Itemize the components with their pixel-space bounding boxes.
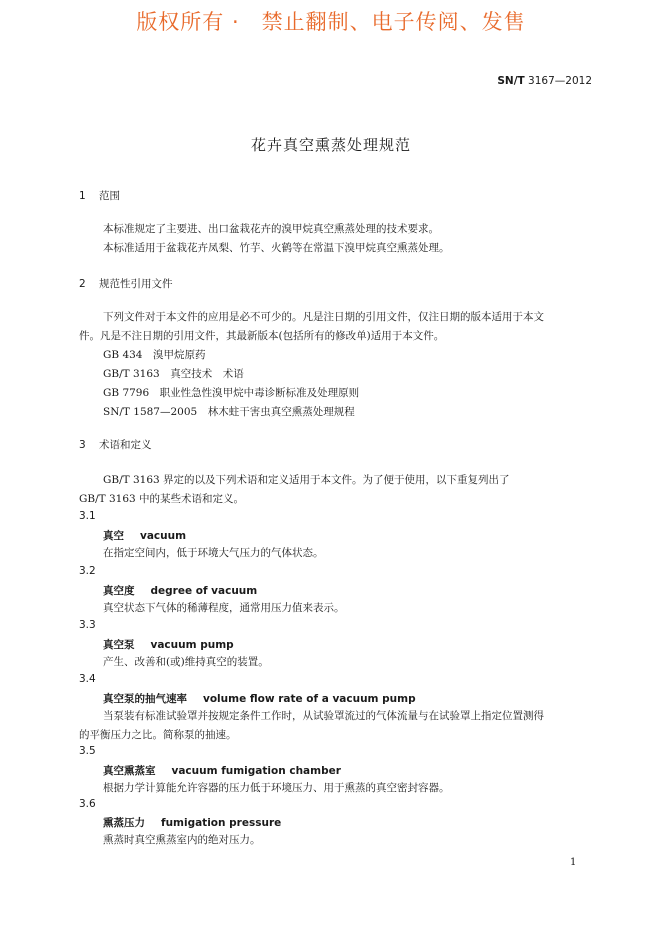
- term-heading: [103, 763, 341, 778]
- term-english: vacuum pump: [150, 639, 234, 651]
- term-english: fumigation pressure: [161, 817, 282, 829]
- term-heading: [103, 637, 234, 652]
- term-number: 3.1: [79, 510, 96, 522]
- term-definition: 根据力学计算能允许容器的压力低于环境压力、用于熏蒸的真空密封容器。: [103, 782, 450, 794]
- section-title: 范围: [99, 190, 120, 202]
- page-number: 1: [570, 857, 577, 868]
- term-chinese: 熏蒸压力: [103, 817, 145, 829]
- standard-number: [497, 75, 592, 87]
- term-definition: 在指定空间内，低于环境大气压力的气体状态。: [103, 547, 324, 559]
- references-intro-line-2: 件。凡是不注日期的引用文件，其最新版本(包括所有的修改单)适用于本文件。: [79, 330, 445, 342]
- term-english: vacuum: [140, 530, 187, 542]
- scope-paragraph-1: 本标准规定了主要进、出口盆栽花卉的溴甲烷真空熏蒸处理的技术要求。: [103, 223, 439, 235]
- term-english: degree of vacuum: [150, 585, 258, 597]
- term-chinese: 真空: [103, 530, 124, 542]
- term-definition: 熏蒸时真空熏蒸室内的绝对压力。: [103, 834, 261, 846]
- term-definition: 真空状态下气体的稀薄程度，通常用压力值来表示。: [103, 602, 345, 614]
- term-heading: [103, 583, 257, 598]
- term-heading: [103, 691, 416, 706]
- term-chinese: 真空泵: [103, 639, 135, 651]
- references-intro-line-1: 下列文件对于本文件的应用是必不可少的。凡是注日期的引用文件，仅注日期的版本适用于本文: [103, 311, 544, 323]
- terms-intro-line-1: GB/T 3163 界定的以及下列术语和定义适用于本文件。为了便于使用，以下重复列出了: [103, 474, 510, 486]
- term-number: 3.4: [79, 673, 96, 685]
- section-number: 1: [79, 190, 86, 202]
- term-heading: [103, 815, 281, 830]
- reference-item: GB 434 溴甲烷原药: [103, 349, 206, 361]
- term-chinese: 真空度: [103, 585, 135, 597]
- term-definition-line-2: 的平衡压力之比。简称泵的抽速。: [79, 729, 237, 741]
- section-number: 3: [79, 439, 86, 451]
- term-number: 3.2: [79, 565, 96, 577]
- section-heading-normative-references: [79, 276, 173, 291]
- term-number: 3.3: [79, 619, 96, 631]
- terms-intro-line-2: GB/T 3163 中的某些术语和定义。: [79, 493, 245, 505]
- section-number: 2: [79, 278, 86, 290]
- section-heading-terms-definitions: [79, 437, 152, 452]
- term-chinese: 真空熏蒸室: [103, 765, 156, 777]
- term-definition-line-1: 当泵装有标准试验罩并按规定条件工作时，从试验罩流过的气体流量与在试验罩上指定位置测得: [103, 710, 544, 722]
- term-definition: 产生、改善和(或)维持真空的装置。: [103, 656, 269, 668]
- term-english: volume flow rate of a vacuum pump: [203, 693, 416, 705]
- term-number: 3.6: [79, 798, 96, 810]
- standard-number-rest: 3167—2012: [524, 75, 592, 87]
- section-title: 术语和定义: [99, 439, 152, 451]
- term-heading: [103, 528, 186, 543]
- term-number: 3.5: [79, 745, 96, 757]
- copyright-banner: 版权所有 · 禁止翻制、电子传阅、发售: [136, 10, 526, 34]
- reference-item: GB 7796 职业性急性溴甲烷中毒诊断标准及处理原则: [103, 387, 360, 399]
- term-english: vacuum fumigation chamber: [171, 765, 341, 777]
- reference-item: GB/T 3163 真空技术 术语: [103, 368, 244, 380]
- term-chinese: 真空泵的抽气速率: [103, 693, 187, 705]
- reference-item: SN/T 1587—2005 林木蛀干害虫真空熏蒸处理规程: [103, 406, 355, 418]
- standard-number-prefix: SN/T: [497, 75, 525, 87]
- document-title: 花卉真空熏蒸处理规范: [250, 136, 411, 154]
- section-title: 规范性引用文件: [99, 278, 173, 290]
- scope-paragraph-2: 本标准适用于盆栽花卉凤梨、竹芋、火鹤等在常温下溴甲烷真空熏蒸处理。: [103, 242, 450, 254]
- section-heading-scope: [79, 188, 120, 203]
